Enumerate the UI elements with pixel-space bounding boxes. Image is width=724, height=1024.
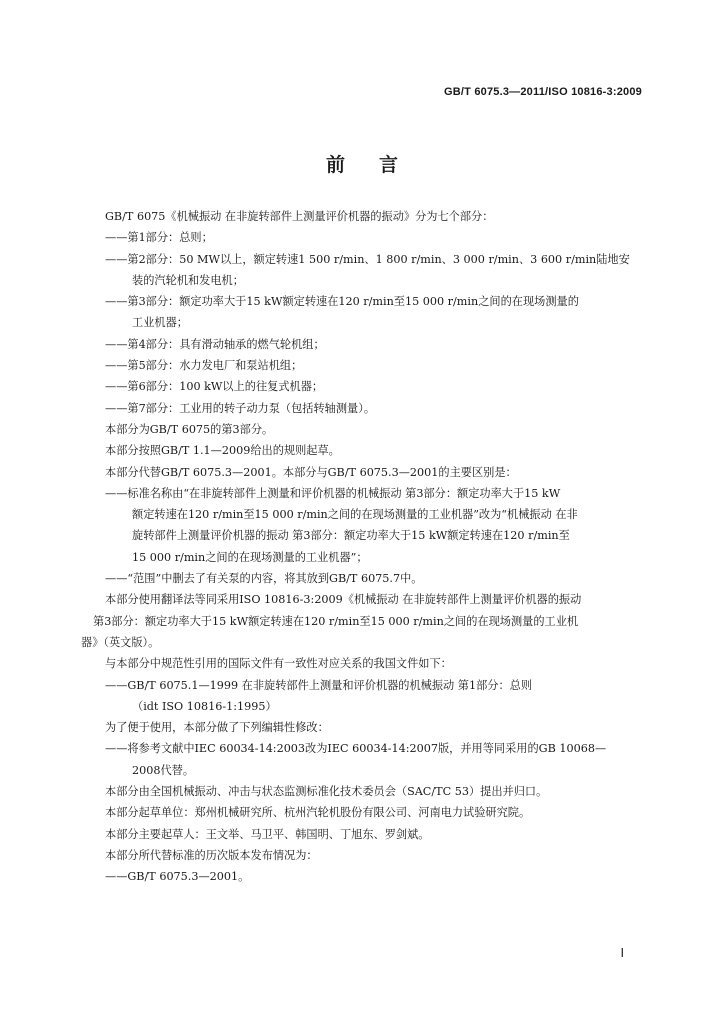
paragraph-line: GB/T 6075《机械振动 在非旋转部件上测量评价机器的振动》分为七个部分： — [105, 210, 494, 223]
paragraph-line: 本部分代替GB/T 6075.3—2001。本部分与GB/T 6075.3—2001的主要区别是： — [105, 465, 517, 479]
standard-number: GB/T 6075.3—2011/ISO 10816-3:2009 — [443, 86, 642, 98]
list-item: ——第2部分：50 MW以上，额定转速1 500 r/min、1 800 r/min、3 000 r/min、3 600 r/min陆地安 — [105, 252, 630, 266]
list-item: ——将参考文献中IEC 60034-14:2003改为IEC 60034-14:2007版，并用等同采用的GB 10068— — [105, 742, 607, 756]
list-item: ——GB/T 6075.1—1999 在非旋转部件上测量和评价机器的机械振动 第1部分：总则 — [105, 678, 533, 692]
paragraph-line: 本部分主要起草人：王文举、马卫平、韩国明、丁旭东、罗剑斌。 — [105, 827, 430, 841]
list-item-continuation: 额定转速在120 r/min至15 000 r/min之间的在现场测量的工业机器”改为“机械振动 在非 — [132, 508, 578, 522]
paragraph-line: 第3部分：额定功率大于15 kW额定转速在120 r/min至15 000 r/min之间的在现场测量的工业机 — [93, 614, 579, 628]
list-item: ——第6部分：100 kW以上的往复式机器； — [105, 380, 324, 394]
paragraph-line: 本部分由全国机械振动、冲击与状态监测标准化技术委员会（SAC/TC 53）提出并归口。 — [105, 785, 548, 799]
paragraph-line: 本部分起草单位：郑州机械研究所、杭州汽轮机股份有限公司、河南电力试验研究院。 — [105, 806, 531, 820]
paragraph-line: 本部分按照GB/T 1.1—2009给出的规则起草。 — [105, 444, 340, 458]
foreword-body — [81, 206, 645, 888]
list-item-continuation: 旋转部件上测量评价机器的振动 第3部分：额定功率大于15 kW额定转速在120 r/min至 — [132, 529, 570, 543]
list-item-continuation: （idt ISO 10816-1:1995） — [132, 699, 277, 713]
paragraph-line: 本部分为GB/T 6075的第3部分。 — [105, 422, 274, 436]
page-number: I — [620, 946, 624, 960]
paragraph-line: 与本部分中规范性引用的国际文件有一致性对应关系的我国文件如下： — [105, 657, 452, 671]
paragraph-line: 本部分使用翻译法等同采用ISO 10816-3:2009《机械振动 在非旋转部件上测量评价机器的振动 — [105, 593, 582, 607]
list-item: ——第1部分：总则； — [105, 231, 213, 245]
list-item-continuation: 装的汽轮机和发电机； — [132, 273, 244, 287]
list-item: ——第3部分：额定功率大于15 kW额定转速在120 r/min至15 000 r/min之间的在现场测量的 — [105, 295, 579, 309]
paragraph-line: 本部分所代替标准的历次版本发布情况为： — [105, 848, 318, 862]
list-item: ——第5部分：水力发电厂和泵站机组； — [105, 359, 303, 373]
list-item: ——“范围”中删去了有关泵的内容，将其放到GB/T 6075.7中。 — [105, 572, 423, 586]
list-item-continuation: 15 000 r/min之间的在现场测量的工业机器”； — [132, 550, 368, 564]
paragraph-line: 器》（英文版）。 — [81, 635, 160, 649]
paragraph-line: 为了便于使用，本部分做了下列编辑性修改： — [105, 721, 329, 735]
list-item-continuation: 2008代替。 — [132, 763, 195, 777]
list-item: ——第7部分：工业用的转子动力泵（包括转轴测量）。 — [105, 401, 376, 415]
list-item: ——GB/T 6075.3—2001。 — [105, 870, 250, 884]
list-item: ——标准名称由“在非旋转部件上测量和评价机器的机械振动 第3部分：额定功率大于15 kW — [105, 486, 561, 500]
list-item: ——第4部分：具有滑动轴承的燃气轮机组； — [105, 337, 325, 351]
page-title: 前言 — [325, 154, 432, 176]
list-item-continuation: 工业机器； — [132, 316, 188, 330]
